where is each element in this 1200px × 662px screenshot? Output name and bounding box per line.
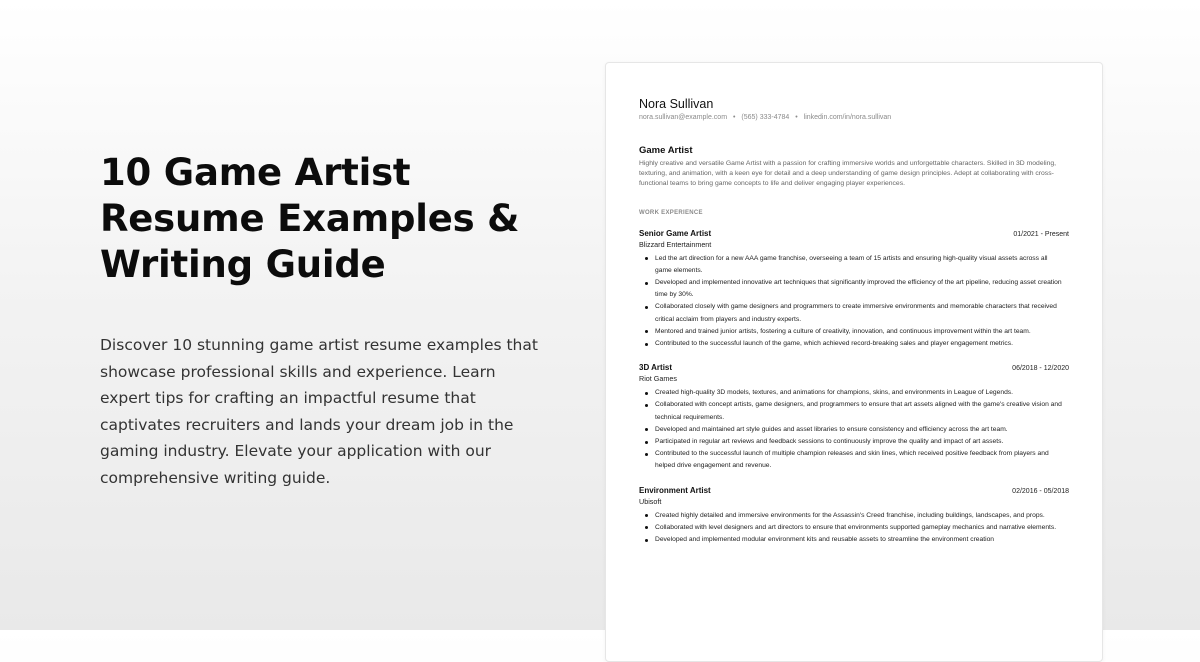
work-experience-heading: WORK EXPERIENCE [639,209,703,216]
resume-headline: Game Artist [639,145,693,156]
job-bullet: Led the art direction for a new AAA game franchise, overseeing a team of 15 artists and ensuring high-quality visual assets across all game elements. [655,253,1065,277]
resume-phone: (565) 333-4784 [741,114,790,121]
job-company: Ubisoft [639,496,662,506]
resume-contact [639,113,1069,122]
title-line: Resume Examples & [100,197,520,240]
job-title: Senior Game Artist [639,228,712,238]
job-bullet: Created highly detailed and immersive environments for the Assassin's Creed franchise, including buildings, landscapes, and props. [655,510,1065,522]
contact-separator: • [733,114,736,121]
title-line: 10 Game Artist [100,151,411,194]
job-header [639,228,1069,239]
job-list [639,228,1069,547]
job-bullet: Developed and maintained art style guides and asset libraries to ensure consistency and efficiency across the art team. [655,424,1065,436]
job-bullet: Mentored and trained junior artists, fostering a culture of creativity, innovation, and continuous improvement within the art team. [655,326,1065,338]
hero-section [100,150,560,491]
job-header [639,485,1069,496]
job-bullet: Collaborated closely with game designers and programmers to create immersive environments and memorable characters that received critical acclaim from players and industry experts. [655,301,1065,325]
job-bullets [639,387,1065,472]
title-line: Writing Guide [100,243,386,286]
job-entry [639,228,1069,351]
job-dates: 06/2018 - 12/2020 [1012,365,1069,373]
job-bullet: Contributed to the successful launch of multiple champion releases and skin lines, which received positive feedback from players and helped drive engagement and revenue. [655,448,1065,472]
job-entry [639,362,1069,472]
job-header [639,362,1069,373]
job-bullet: Collaborated with level designers and art directors to ensure that environments supported gameplay mechanics and narrative elements. [655,522,1065,534]
resume-name: Nora Sullivan [639,97,714,111]
job-bullet: Created high-quality 3D models, textures, and animations for champions, skins, and environments in League of Legends. [655,387,1065,399]
job-entry [639,485,1069,547]
contact-separator: • [795,114,798,121]
resume-linkedin: linkedin.com/in/nora.sullivan [803,114,892,121]
job-bullet: Developed and implemented modular environment kits and reusable assets to streamline the environment creation [655,534,1065,546]
job-company: Riot Games [639,374,677,384]
job-dates: 01/2021 - Present [1013,230,1069,238]
job-bullet: Developed and implemented innovative art techniques that significantly improved the efficiency of the art pipeline, reducing asset creation time by 30%. [655,277,1065,301]
job-bullet: Contributed to the successful launch of the game, which achieved record-breaking sales and player engagement metrics. [655,338,1065,350]
resume-email: nora.sullivan@example.com [639,114,728,121]
job-company: Blizzard Entertainment [639,239,712,249]
page-title [100,150,560,288]
job-bullets [639,510,1065,547]
job-dates: 02/2016 - 05/2018 [1012,487,1069,495]
page-description: Discover 10 stunning game artist resume examples that showcase professional skills and experience. Learn expert tips for crafting an impactful resume that captivates recruiters and lands your dream job in the gaming industry. Elevate your application with our comprehensive writing guide. [100,336,538,487]
job-title: Environment Artist [639,485,711,495]
resume-preview [605,62,1103,662]
job-bullet: Collaborated with concept artists, game designers, and programmers to ensure that art assets aligned with the game's creative vision and technical requirements. [655,399,1065,423]
job-bullet: Participated in regular art reviews and feedback sessions to continuously improve the quality and impact of art assets. [655,436,1065,448]
job-title: 3D Artist [639,363,673,373]
resume-summary: Highly creative and versatile Game Artist with a passion for crafting immersive worlds and unforgettable characters. Skilled in 3D modeling, texturing, and animation, with a keen eye for detail and a deep understanding of game design principles. Adept at collaborating with cross-functional teams to bring game concepts to life and deliver engaging player experiences. [639,160,1057,188]
job-bullets [639,253,1065,351]
